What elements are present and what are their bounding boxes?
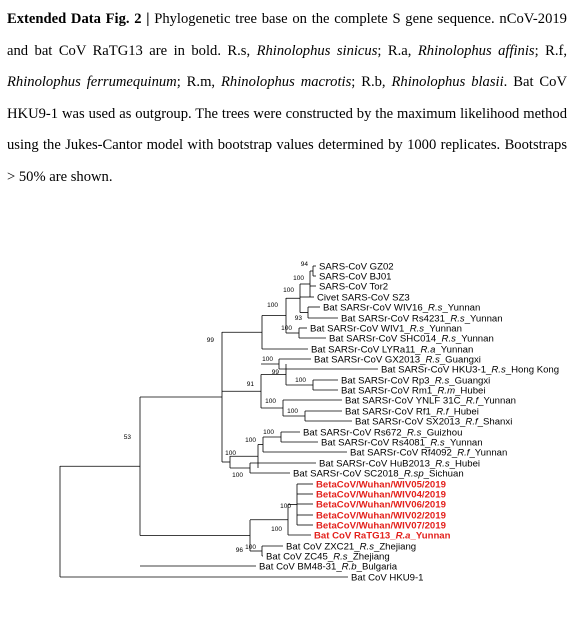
leaf-label-gx2013: Bat SARSr-CoV GX2013_R.s_Guangxi bbox=[314, 354, 481, 366]
bootstrap-n_wuhan: 100 bbox=[280, 503, 291, 510]
bootstrap-n_wiv1shc: 100 bbox=[281, 325, 292, 332]
leaf-label-rs672: Bat SARSr-CoV Rs672_R.s_Guizhou bbox=[303, 427, 463, 439]
bootstrap-n_zxc: 100 bbox=[245, 544, 256, 551]
leaf-label-ynlf: Bat SARSr-CoV YNLF 31C_R.f_Yunnan bbox=[345, 395, 517, 407]
caption-text-1: Phylogenetic tree base on the complete S gene sequence. nCoV-2019 and bat CoV RaTG13 are in bold. R.s, bbox=[7, 11, 567, 59]
leaf-label-rs4231: Bat SARSr-CoV Rs4231_R.s_Yunnan bbox=[341, 313, 503, 325]
bootstrap-n_mid: 91 bbox=[246, 381, 254, 388]
leaf-label-gz02: SARS-CoV GZ02 bbox=[319, 261, 394, 273]
leaf-label-tor2: SARS-CoV Tor2 bbox=[319, 281, 389, 293]
caption-text-2: ; R.a, bbox=[377, 42, 418, 59]
leaf-label-hku3: Bat SARSr-CoV HKU3-1_R.s_Hong Kong bbox=[381, 364, 560, 376]
caption-text-4: ; R.m, bbox=[176, 74, 221, 91]
leaf-label-rf4092: Bat SARSr-CoV Rf4092_R.f_Yunnan bbox=[350, 447, 508, 459]
leaf-label-wiv07: BetaCoV/Wuhan/WIV07/2019 bbox=[316, 520, 446, 532]
species-rhinolophus-blasii: Rhinolophus blasii bbox=[391, 74, 504, 91]
leaf-label-wiv04: BetaCoV/Wuhan/WIV04/2019 bbox=[316, 489, 446, 501]
leaf-label-rf1: Bat SARSr-CoV Rf1_R.f_Hubei bbox=[345, 406, 479, 418]
leaf-label-hku9: Bat CoV HKU9-1 bbox=[351, 572, 424, 584]
bootstrap-n_sars: 100 bbox=[293, 275, 304, 282]
bootstrap-n_sarbeco: 53 bbox=[123, 434, 131, 441]
bootstrap-n_ynlfgrp: 100 bbox=[265, 398, 276, 405]
bootstrap-n_wiv16grp: 100 bbox=[283, 287, 294, 294]
bootstrap-n_sarsclade: 100 bbox=[267, 302, 278, 309]
leaf-label-rs4081: Bat SARSr-CoV Rs4081_R.s_Yunnan bbox=[321, 437, 483, 449]
figure-caption bbox=[7, 4, 567, 194]
species-rhinolophus-sinicus: Rhinolophus sinicus bbox=[256, 42, 378, 59]
leaf-label-lyra11: Bat SARSr-CoV LYRa11_R.a_Yunnan bbox=[311, 344, 474, 356]
bootstrap-values bbox=[124, 261, 309, 554]
leaf-label-hub2013: Bat SARSr-CoV HuB2013_R.s_Hubei bbox=[319, 458, 481, 470]
bootstrap-n_wiv16rs4231: 93 bbox=[294, 315, 302, 322]
phylogenetic-tree bbox=[0, 248, 571, 622]
bootstrap-n_gx2013hku3: 100 bbox=[262, 356, 273, 363]
leaf-label-ratg13: Bat CoV RaTG13_R.a_Yunnan bbox=[314, 530, 451, 542]
bootstrap-n_rp3grp: 99 bbox=[271, 369, 279, 376]
leaf-label-shc014: Bat SARSr-CoV SHC014_R.s_Yunnan bbox=[329, 333, 494, 345]
leaf-label-rp3: Bat SARSr-CoV Rp3_R.s_Guangxi bbox=[341, 375, 491, 387]
caption-label: Extended Data Fig. 2 | bbox=[7, 11, 150, 27]
caption-text-6: . Bat CoV HKU9-1 was used as outgroup. The trees were constructed by the maximum likelihood method using the Jukes-Cantor model with bootstrap values determined by 1000 replicates. Bootstraps > 50% are shown. bbox=[7, 74, 567, 185]
leaf-label-sx2013: Bat SARSr-CoV SX2013_R.f_Shanxi bbox=[355, 416, 513, 428]
bootstrap-n_rf1sx: 100 bbox=[287, 408, 298, 415]
bootstrap-n_lower: 100 bbox=[225, 450, 236, 457]
leaf-label-wiv02: BetaCoV/Wuhan/WIV02/2019 bbox=[316, 510, 446, 522]
leaf-label-wiv05: BetaCoV/Wuhan/WIV05/2019 bbox=[316, 479, 446, 491]
bootstrap-n_ratg13: 100 bbox=[271, 526, 282, 533]
caption-text-5: ; R.b, bbox=[351, 74, 392, 91]
species-rhinolophus-affinis: Rhinolophus affinis bbox=[417, 42, 535, 59]
leaf-label-bj01: SARS-CoV BJ01 bbox=[319, 271, 392, 283]
leaf-label-rm1: Bat SARSr-CoV Rm1_R.m_Hubei bbox=[341, 385, 486, 397]
caption-text-3: ; R.f, bbox=[534, 42, 567, 59]
leaf-label-wiv16: Bat SARSr-CoV WIV16_R.s_Yunnan bbox=[323, 302, 481, 314]
bootstrap-n_gz02_bj01: 94 bbox=[300, 261, 308, 268]
leaf-label-zxc21: Bat CoV ZXC21_R.s_Zhejiang bbox=[286, 541, 417, 553]
bootstrap-n_rp3rm1: 100 bbox=[295, 377, 306, 384]
leaf-label-bm48: Bat CoV BM48-31_R.b_Bulgaria bbox=[259, 561, 398, 573]
leaf-label-zc45: Bat CoV ZC45_R.s_Zhejiang bbox=[266, 551, 390, 563]
bootstrap-n_rs672grp: 100 bbox=[245, 437, 256, 444]
species-rhinolophus-macrotis: Rhinolophus macrotis bbox=[221, 74, 352, 91]
leaf-label-sz3: Civet SARS-CoV SZ3 bbox=[317, 292, 410, 304]
bootstrap-n_ncov: 96 bbox=[235, 547, 243, 554]
bootstrap-n_rs672rs4081: 100 bbox=[263, 429, 274, 436]
leaf-label-wiv1: Bat SARSr-CoV WIV1_R.s_Yunnan bbox=[310, 323, 462, 335]
leaf-label-wiv06: BetaCoV/Wuhan/WIV06/2019 bbox=[316, 499, 446, 511]
bootstrap-n_sarsr: 99 bbox=[206, 337, 214, 344]
bootstrap-n_hubsc: 100 bbox=[232, 472, 243, 479]
leaf-label-sc2018: Bat SARSr-CoV SC2018_R.sp_Sichuan bbox=[293, 468, 464, 480]
species-rhinolophus-ferrumequinum: Rhinolophus ferrumequinum bbox=[7, 74, 177, 91]
